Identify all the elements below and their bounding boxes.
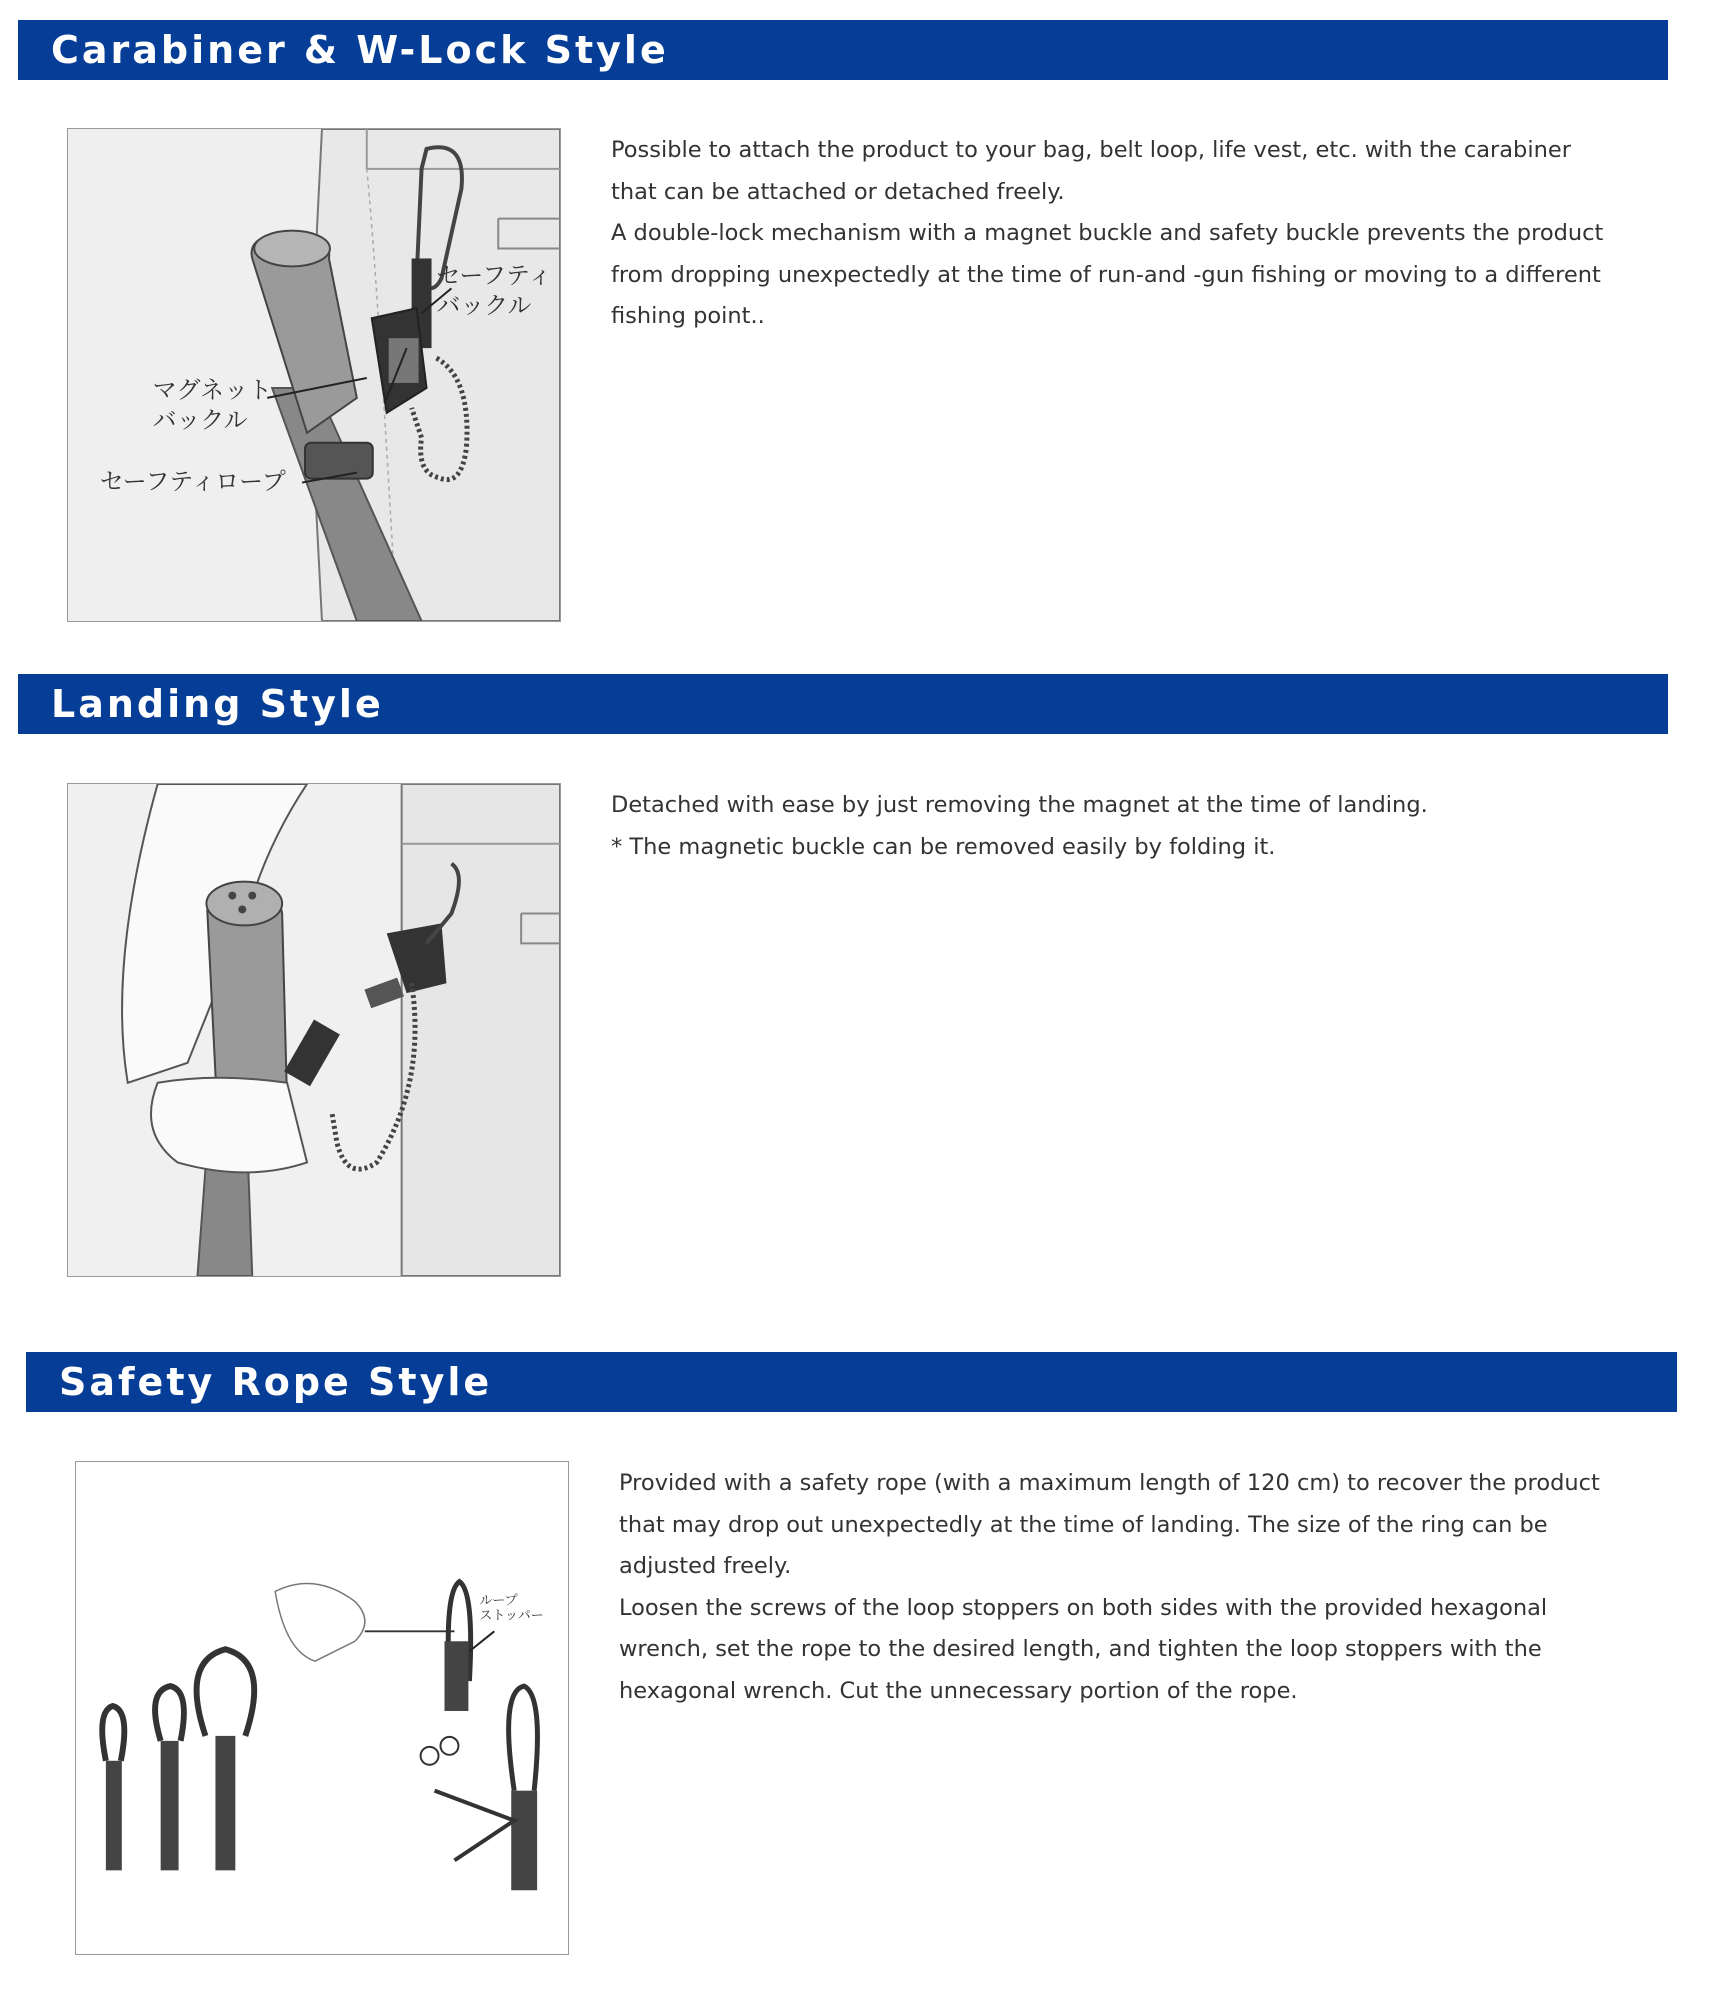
desc-line: Provided with a safety rope (with a maximum length of 120 cm) to recover the product	[619, 1470, 1600, 1496]
label-loop-stopper-2: ストッパー	[479, 1608, 544, 1624]
carabiner-description	[611, 130, 1641, 338]
landing-description	[611, 785, 1641, 868]
label-loop-stopper-1: ループ	[479, 1593, 518, 1609]
desc-line: Loosen the screws of the loop stoppers on both sides with the provided hexagonal	[619, 1594, 1548, 1621]
label-safety-buckle-1: セーフティ	[436, 261, 552, 290]
desc-line: * The magnetic buckle can be removed easily by folding it.	[611, 833, 1276, 860]
desc-line: fishing point..	[611, 303, 765, 329]
desc-line: A double-lock mechanism with a magnet buckle and safety buckle prevents the product	[611, 220, 1604, 246]
label-safety-buckle-2: バックル	[436, 291, 532, 320]
section-header-carabiner	[18, 20, 1668, 80]
desc-line: that may drop out unexpectedly at the time of landing. The size of the ring can be	[619, 1511, 1548, 1538]
desc-line: wrench, set the rope to the desired length, and tighten the loop stoppers with the	[619, 1636, 1542, 1662]
desc-line: adjusted freely.	[619, 1553, 792, 1579]
carabiner-illustration	[67, 128, 561, 622]
section-header-safety-rope	[26, 1352, 1677, 1412]
section-title: Carabiner & W-Lock Style	[51, 28, 669, 72]
section-title: Landing Style	[51, 682, 384, 726]
landing-illustration	[67, 783, 561, 1277]
safety-rope-illustration-svg	[76, 1462, 568, 1954]
desc-line: Detached with ease by just removing the magnet at the time of landing.	[611, 792, 1428, 818]
desc-line: that can be attached or detached freely.	[611, 178, 1065, 205]
safety-rope-description	[619, 1463, 1649, 1712]
landing-illustration-svg	[68, 784, 560, 1276]
label-magnet-buckle-2: バックル	[152, 405, 248, 434]
section-header-landing	[18, 674, 1668, 734]
carabiner-illustration-svg	[68, 129, 560, 621]
label-magnet-buckle-1: マグネット	[152, 375, 272, 404]
safety-rope-illustration	[75, 1461, 569, 1955]
desc-line: from dropping unexpectedly at the time of run-and -gun fishing or moving to a different	[611, 261, 1601, 288]
label-safety-rope: セーフティロープ	[99, 467, 286, 496]
desc-line: hexagonal wrench. Cut the unnecessary portion of the rope.	[619, 1677, 1298, 1704]
desc-line: Possible to attach the product to your bag, belt loop, life vest, etc. with the carabiner	[611, 137, 1571, 163]
section-title: Safety Rope Style	[59, 1360, 493, 1404]
